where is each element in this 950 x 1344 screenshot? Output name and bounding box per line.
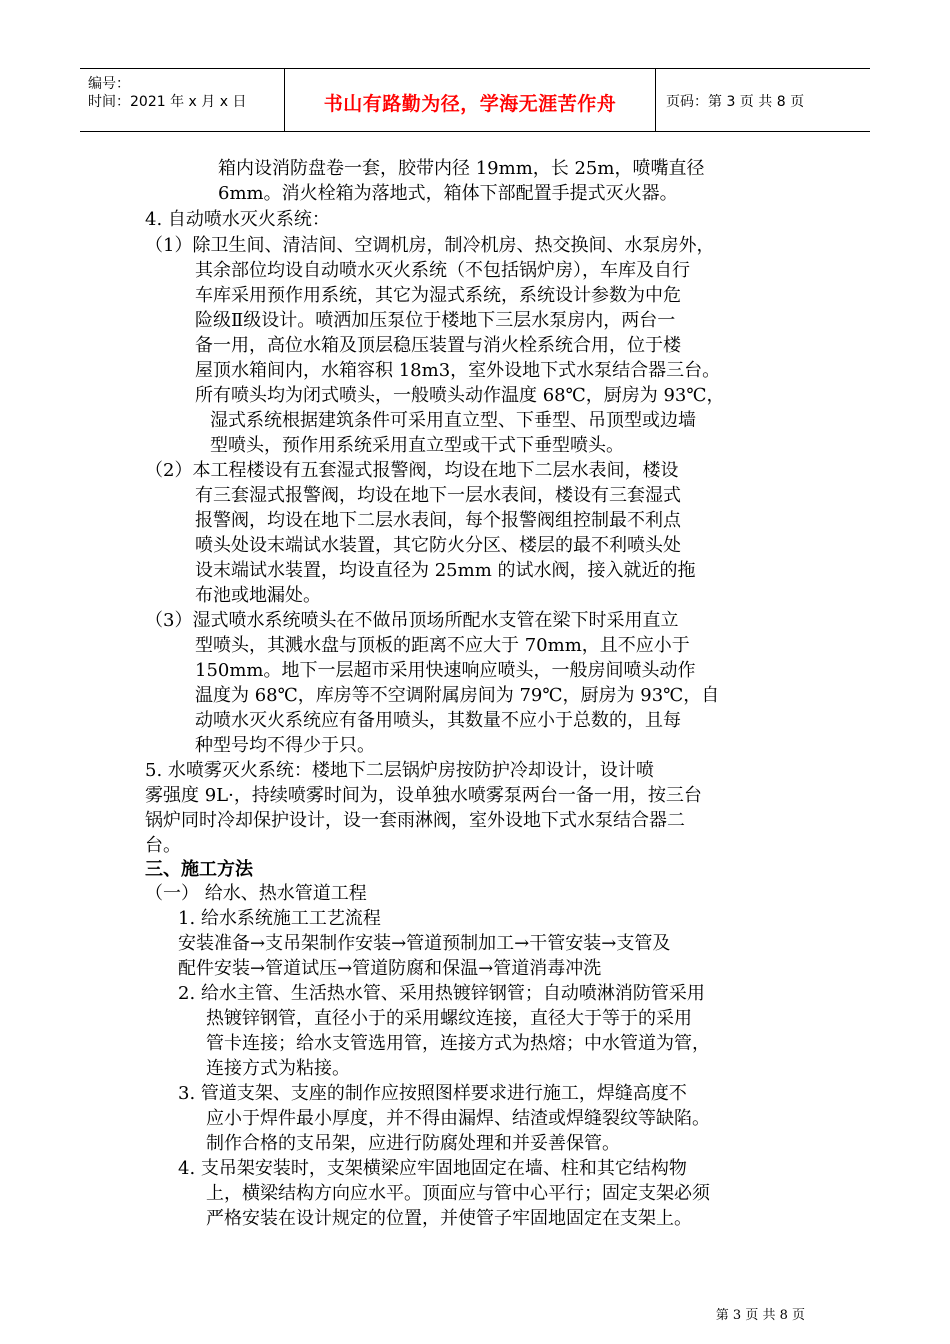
text-line: 动喷水灭火系统应有备用喷头，其数量不应小于总数的，且每	[195, 710, 681, 731]
text-line: 锅炉同时冷却保护设计，设一套雨淋阀，室外设地下式水泵结合器二	[145, 810, 685, 831]
text-line: 型喷头，其溅水盘与顶板的距离不应大于 70mm，且不应小于	[195, 635, 690, 656]
text-line: 上，横梁结构方向应水平。顶面应与管中心平行；固定支架必须	[206, 1183, 710, 1204]
subsection-heading: （一） 给水、热水管道工程	[145, 883, 367, 904]
text-line: 连接方式为粘接。	[206, 1058, 350, 1079]
text-line: 管卡连接；给水支管选用管，连接方式为热熔；中水管道为管，	[206, 1033, 710, 1054]
text-line: 2. 给水主管、生活热水管、采用热镀锌钢管；自动喷淋消防管采用	[178, 983, 705, 1004]
header-page-number: 页码：第 3 页 共 8 页	[666, 94, 805, 110]
text-line: （3）湿式喷水系统喷头在不做吊顶场所配水支管在梁下时采用直立	[145, 610, 679, 631]
footer-page-number: 第 3 页 共 8 页	[715, 1308, 805, 1323]
motto-text: 书山有路勤为径，学海无涯苦作舟	[323, 93, 617, 115]
text-line: 设末端试水装置，均设直径为 25mm 的试水阀，接入就近的拖	[195, 560, 696, 581]
text-line: （2）本工程楼设有五套湿式报警阀，均设在地下二层水表间，楼设	[145, 460, 679, 481]
text-line: （1）除卫生间、清洁间、空调机房，制冷机房、热交换间、水泵房外，	[145, 235, 715, 256]
text-line: 5. 水喷雾灭火系统：楼地下二层锅炉房按防护冷却设计，设计喷	[145, 760, 654, 781]
text-line: 安装准备→支吊架制作安装→管道预制加工→干管安装→支管及	[178, 933, 671, 954]
text-line: 湿式系统根据建筑条件可采用直立型、下垂型、吊顶型或边墙	[210, 410, 696, 431]
text-line: 有三套湿式报警阀，均设在地下一层水表间，楼设有三套湿式	[195, 485, 681, 506]
text-line: 车库采用预作用系统，其它为湿式系统，系统设计参数为中危	[195, 285, 681, 306]
text-line: 1. 给水系统施工工艺流程	[178, 908, 381, 929]
text-line: 险级Ⅱ级设计。喷洒加压泵位于楼地下三层水泵房内，两台一	[195, 310, 676, 331]
text-line: 布池或地漏处。	[195, 585, 321, 606]
text-line: 屋顶水箱间内，水箱容积 18m3，室外设地下式水泵结合器三台。	[195, 360, 721, 381]
text-line: 应小于焊件最小厚度，并不得由漏焊、结渣或焊缝裂纹等缺陷。	[206, 1108, 710, 1129]
text-line: 3. 管道支架、支座的制作应按照图样要求进行施工，焊缝高度不	[178, 1083, 687, 1104]
list-heading: 4. 自动喷水灭火系统：	[145, 209, 330, 230]
header-page-cell	[656, 69, 870, 131]
text-line: 雾强度 9L·，持续喷雾时间为，设单独水喷雾泵两台一备一用，按三台	[145, 785, 702, 806]
page-header	[80, 68, 870, 132]
text-line: 其余部位均设自动喷水灭火系统（不包括锅炉房），车库及自行	[195, 260, 690, 281]
text-line: 报警阀，均设在地下二层水表间，每个报警阀组控制最不利点	[195, 510, 681, 531]
text-line: 所有喷头均为闭式喷头，一般喷头动作温度 68℃，厨房为 93℃，	[195, 385, 725, 406]
section-heading: 三、施工方法	[145, 859, 253, 880]
document-date: 时间：2021 年 x 月 x 日	[88, 94, 247, 110]
text-line: 种型号均不得少于只。	[195, 735, 375, 756]
text-line: 制作合格的支吊架，应进行防腐处理和并妥善保管。	[206, 1133, 620, 1154]
text-line: 喷头处设末端试水装置，其它防火分区、楼层的最不利喷头处	[195, 535, 681, 556]
text-line: 严格安装在设计规定的位置，并使管子牢固地固定在支架上。	[206, 1208, 692, 1229]
header-motto-cell	[285, 69, 656, 131]
text-line: 配件安装→管道试压→管道防腐和保温→管道消毒冲洗	[178, 958, 602, 979]
text-line: 热镀锌钢管，直径小于的采用螺纹连接，直径大于等于的采用	[206, 1008, 692, 1029]
text-line: 4. 支吊架安装时，支架横梁应牢固地固定在墙、柱和其它结构物	[178, 1158, 687, 1179]
header-info-cell	[80, 69, 285, 131]
text-line: 150mm。地下一层超市采用快速响应喷头，一般房间喷头动作	[195, 660, 696, 681]
text-line: 备一用，高位水箱及顶层稳压装置与消火栓系统合用，位于楼	[195, 335, 681, 356]
text-line: 温度为 68℃，库房等不空调附属房间为 79℃，厨房为 93℃，自	[195, 685, 720, 706]
text-line: 型喷头，预作用系统采用直立型或干式下垂型喷头。	[210, 435, 624, 456]
text-line: 6mm。消火栓箱为落地式，箱体下部配置手提式灭火器。	[218, 183, 678, 204]
document-code: 编号：	[88, 76, 130, 92]
text-line: 台。	[145, 835, 181, 856]
text-line: 箱内设消防盘卷一套，胶带内径 19mm，长 25m，喷嘴直径	[218, 158, 705, 179]
